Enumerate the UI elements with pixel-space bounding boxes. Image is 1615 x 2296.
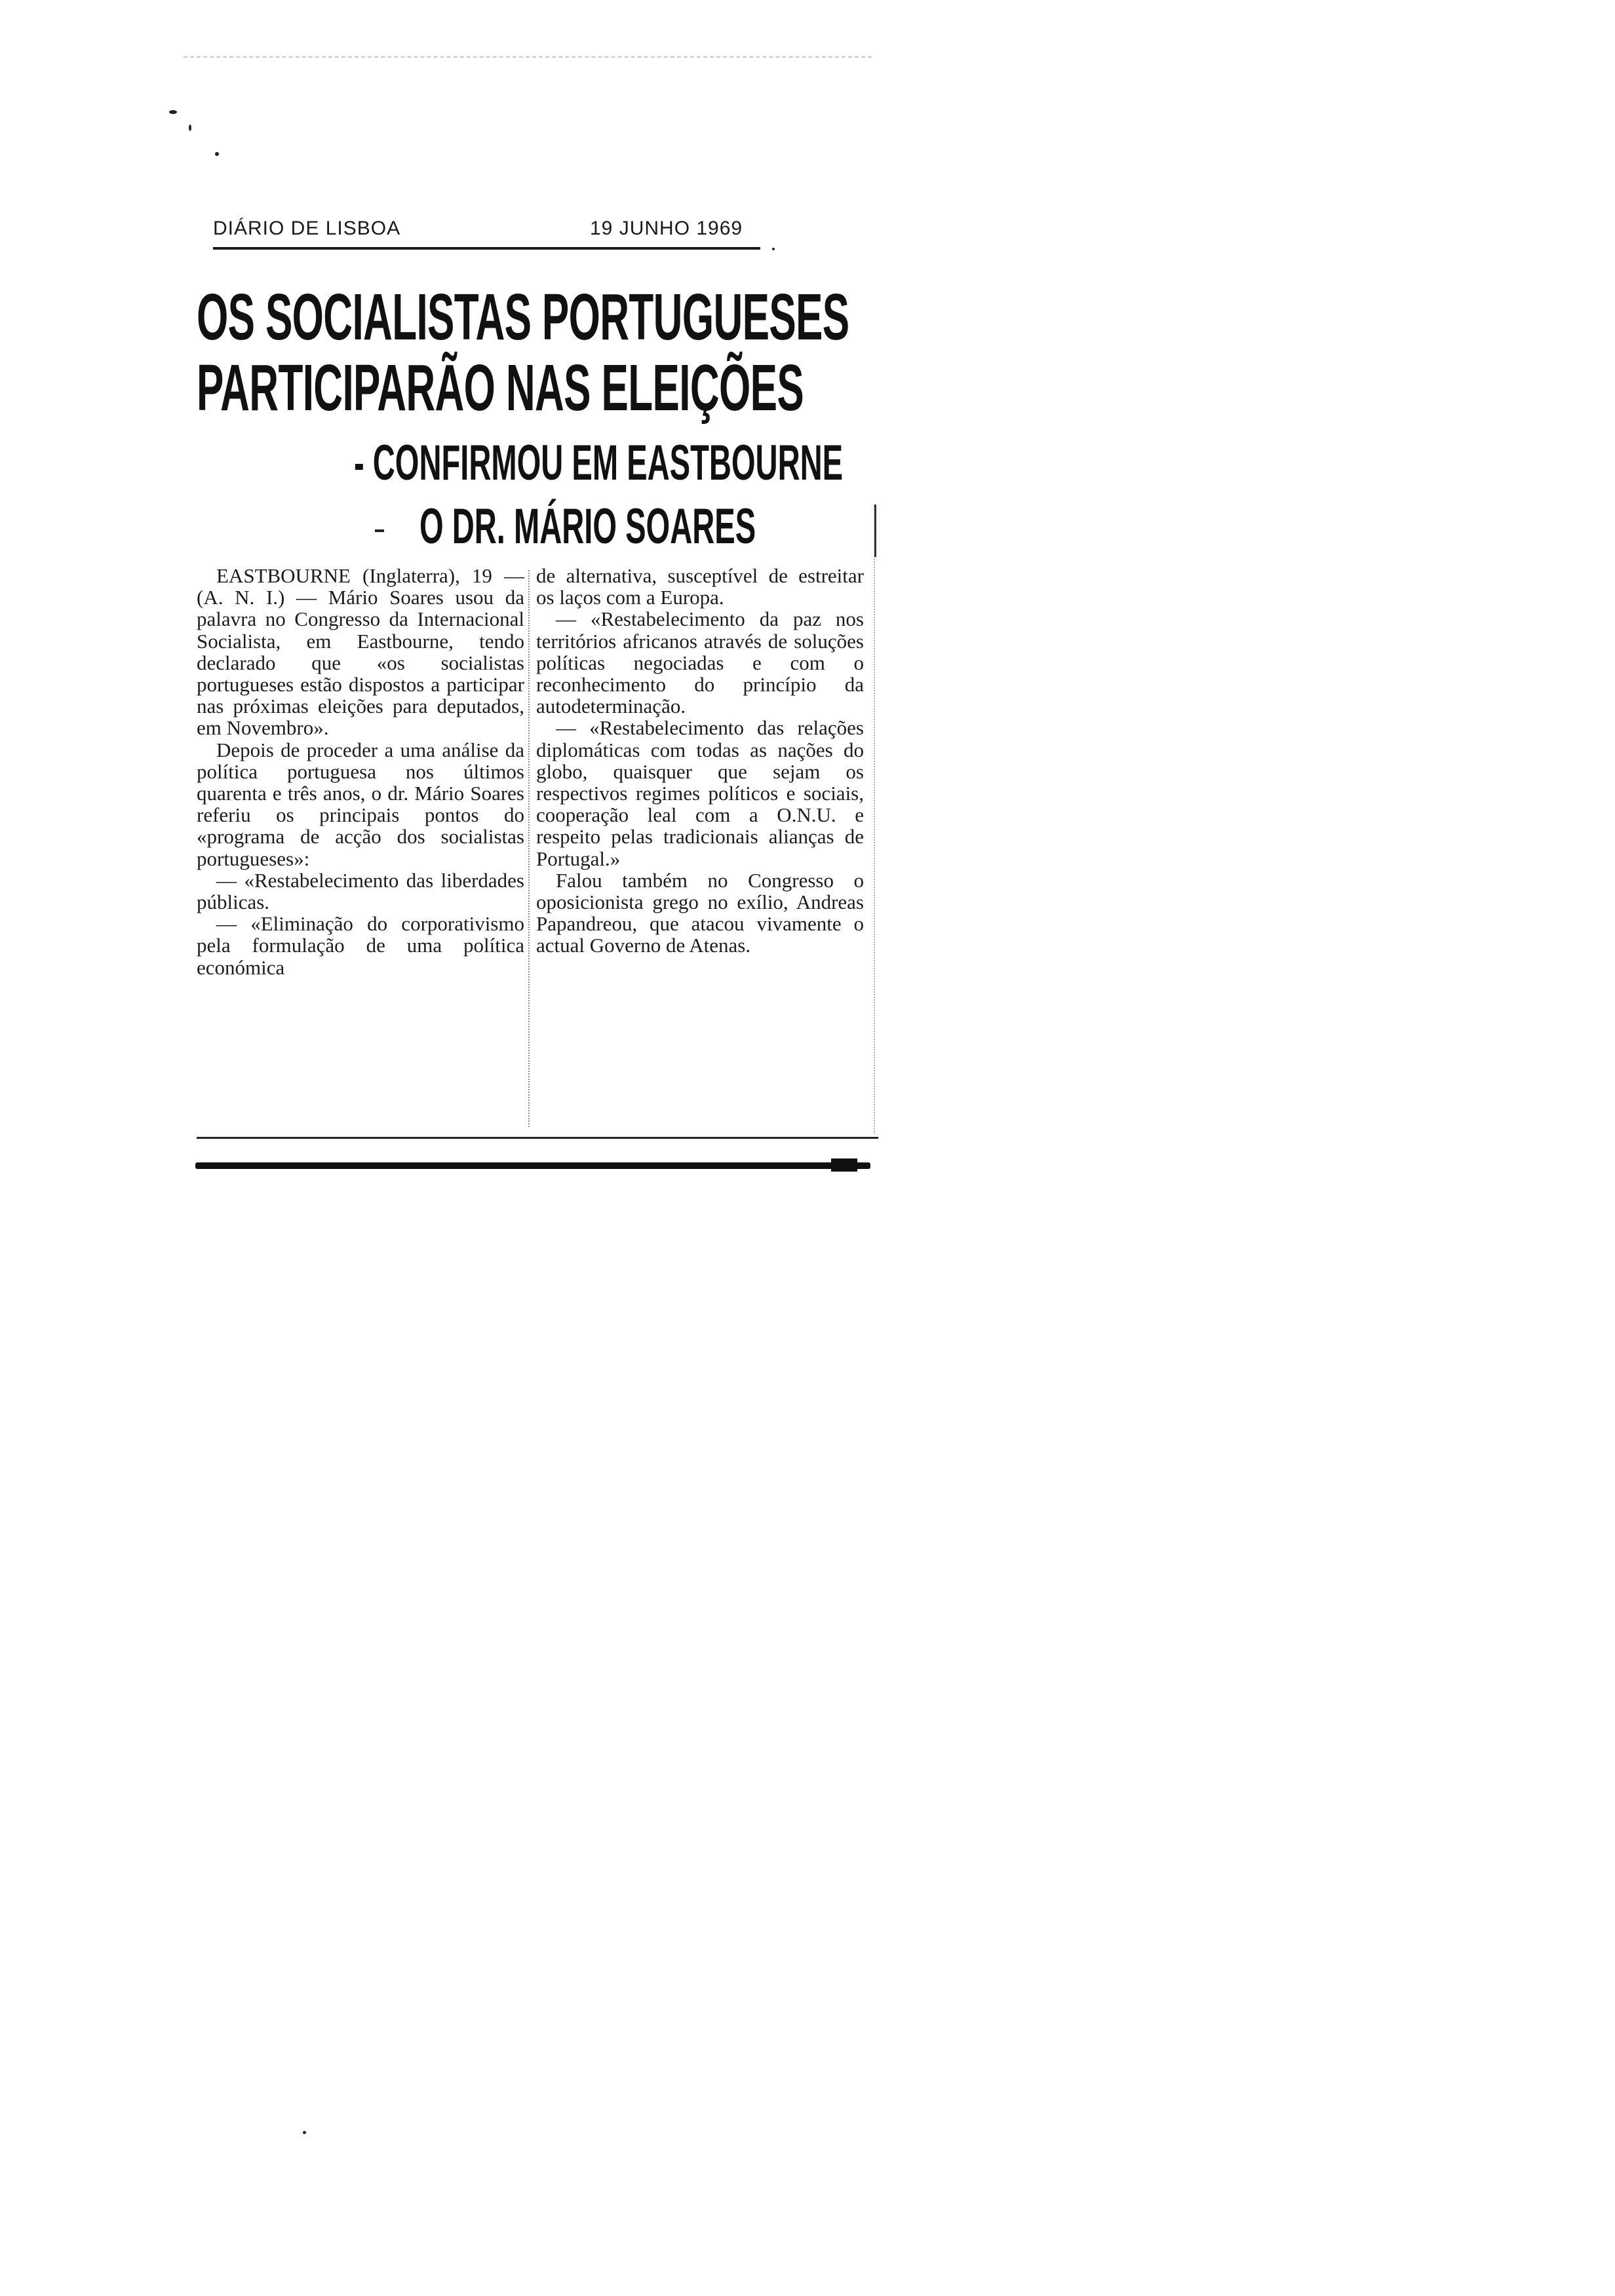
article-paragraph: de alternativa, susceptível de estreitar os laços com a Europa. [536, 564, 864, 609]
article-paragraph: EASTBOURNE (Inglaterra), 19 — (A. N. I.) — Mário Soares usou da palavra no Congresso da Internacional Socialista, em Eastbourne, tendo declarado que «os socialistas portugueses estão dispostos a participar nas próximas eleições para deputados, em Novembro». [197, 564, 524, 740]
scan-speck [215, 152, 219, 156]
headline-line-1: OS SOCIALISTAS PORTUGUESES [197, 280, 849, 354]
masthead-rule [213, 247, 760, 250]
article-end-rule [197, 1137, 878, 1139]
article-paragraph: — «Restabelecimento das liberdades públicas. [197, 868, 524, 914]
article-paragraph: Depois de proceder a uma análise da política portuguesa nos últimos quarenta e três anos, o dr. Mário Soares referiu os principais pontos do «programa de acção dos socialistas portugueses»: [197, 738, 524, 870]
article-paragraph: Falou também no Congresso o oposicionista grego no exílio, Andreas Papandreou, que atacou vivamente o actual Governo de Atenas. [536, 868, 864, 957]
scan-dash-mark [375, 529, 384, 532]
article-paragraph: — «Restabelecimento da paz nos territórios africanos através de soluções políticas negociadas e com o reconhecimento do princípio da autodeterminação. [536, 607, 864, 718]
article-paragraph: — «Restabelecimento das relações diplomáticas com todas as nações do globo, quaisquer que sejam os respectivos regimes políticos e sociais, cooperação leal com a O.N.U. e respeito pelas tradicionais alianças de Portugal.» [536, 716, 864, 870]
scan-speck [169, 110, 177, 114]
scan-speck [303, 2131, 306, 2134]
scan-top-edge [184, 56, 872, 58]
column-divider [528, 570, 530, 1127]
article-paragraph: — «Eliminação do corporativismo pela formulação de uma política económica [197, 912, 524, 979]
newspaper-name: DIÁRIO DE LISBOA [213, 218, 401, 239]
article-bottom-rule [195, 1162, 870, 1169]
headline-line-2: PARTICIPARÃO NAS ELEIÇÕES [197, 351, 804, 425]
scan-speck [189, 124, 191, 131]
scan-speck [772, 248, 775, 250]
clipping-right-edge [874, 505, 875, 1134]
headline [197, 280, 849, 425]
article-column-right [536, 565, 864, 957]
article-column-left [197, 565, 524, 978]
clipping-edge-mark [874, 505, 876, 557]
subheadline-line-1: - CONFIRMOU EM EASTBOURNE [354, 435, 844, 491]
publication-date: 19 JUNHO 1969 [590, 218, 743, 239]
subheadline-line-2: O DR. MÁRIO SOARES [419, 499, 756, 554]
masthead [213, 218, 764, 246]
